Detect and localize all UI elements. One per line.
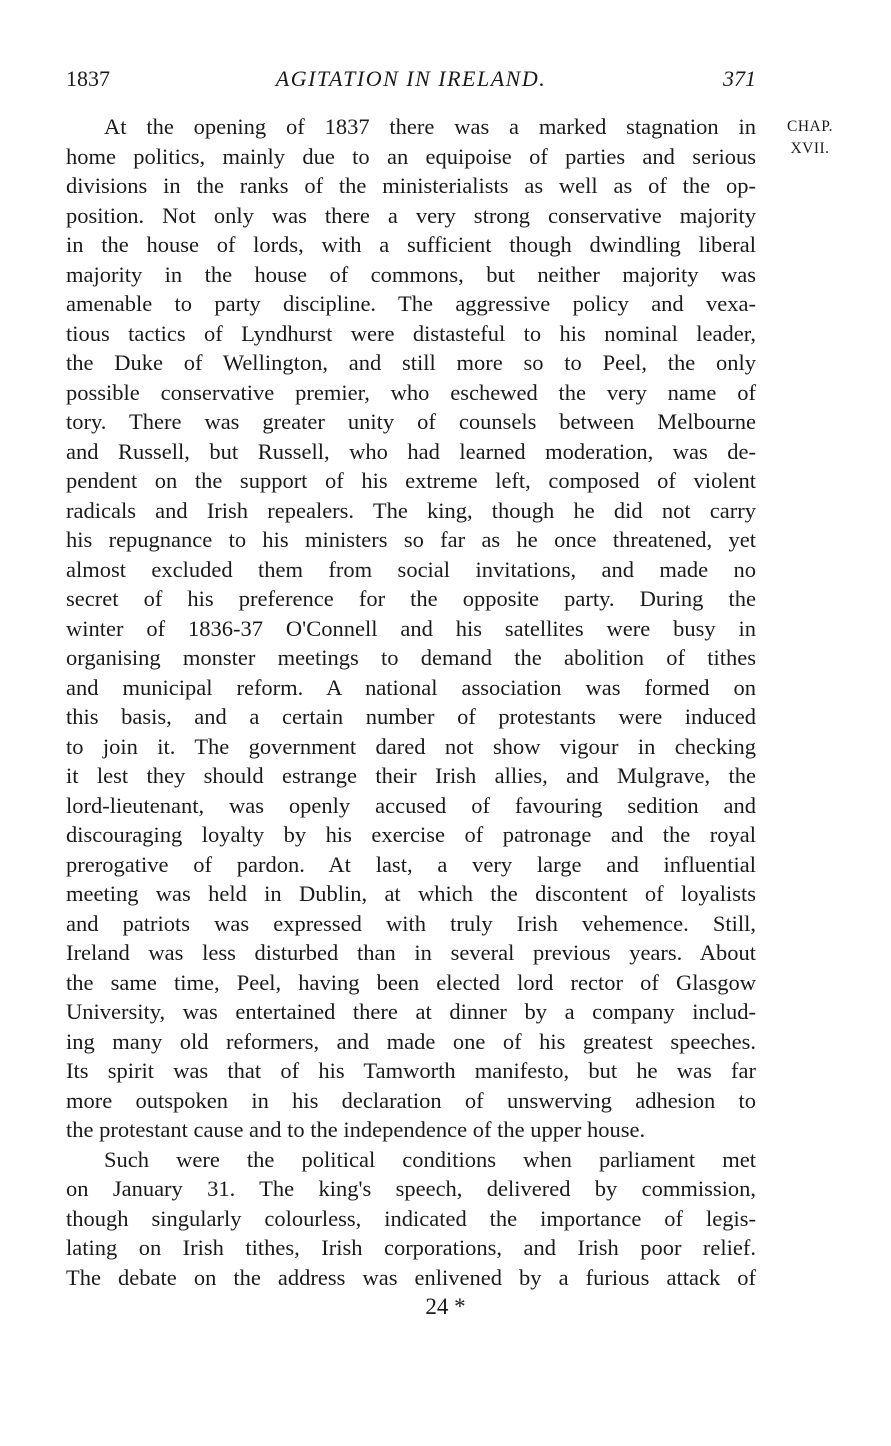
- chapter-label: CHAP.: [786, 118, 833, 135]
- text-line: possible conservative premier, who eschewed the very name of: [66, 379, 756, 405]
- text-line: position. Not only was there a very strong conservative majority: [66, 202, 756, 228]
- text-line: discouraging loyalty by his exercise of patronage and the royal: [66, 822, 756, 847]
- text-line: majority in the house of commons, but neither majority was: [66, 261, 756, 287]
- text-line: to join it. The government dared not show vigour in checking: [66, 733, 756, 759]
- text-line: on January 31. The king's speech, delivered by commission,: [66, 1176, 756, 1201]
- text-line: in the house of lords, with a sufficient though dwindling liberal: [66, 232, 756, 257]
- text-line: tious tactics of Lyndhurst were distasteful to his nominal leader,: [66, 320, 756, 346]
- text-line: the same time, Peel, having been elected lord rector of Glasgow: [66, 969, 756, 995]
- text-line: Such were the political conditions when parliament met: [104, 1146, 756, 1172]
- text-line: and municipal reform. A national association was formed on: [66, 674, 756, 700]
- text-line: meeting was held in Dublin, at which the discontent of loyalists: [66, 881, 756, 906]
- text-line: though singularly colourless, indicated the importance of legis-: [66, 1205, 756, 1231]
- text-line: Ireland was less disturbed than in several previous years. About: [66, 940, 756, 965]
- body-text: [66, 112, 756, 1292]
- text-line: winter of 1836-37 O'Connell and his satellites were busy in: [66, 615, 756, 641]
- header-title: AGITATION IN IRELAND.: [275, 66, 547, 91]
- signature-mark: 24 *: [425, 1294, 466, 1319]
- text-line: At the opening of 1837 there was a marked stagnation in: [104, 114, 756, 139]
- text-line: prerogative of pardon. At last, a very large and influential: [66, 851, 756, 877]
- text-line: Its spirit was that of his Tamworth manifesto, but he was far: [66, 1058, 756, 1083]
- text-line: University, was entertained there at dinner by a company includ-: [66, 999, 756, 1024]
- text-line: lord-lieutenant, was openly accused of favouring sedition and: [66, 792, 756, 818]
- chapter-margin-note: [770, 116, 850, 160]
- text-line: almost excluded them from social invitations, and made no: [66, 556, 756, 582]
- chapter-number: XVII.: [790, 140, 830, 157]
- text-line: and patriots was expressed with truly Irish vehemence. Still,: [66, 910, 756, 936]
- text-line: The debate on the address was enlivened by a furious attack of: [66, 1264, 756, 1290]
- running-head: [66, 64, 756, 94]
- text-line: secret of his preference for the opposite party. During the: [66, 586, 756, 611]
- text-line: home politics, mainly due to an equipoise of parties and serious: [66, 143, 756, 169]
- text-line: organising monster meetings to demand the abolition of tithes: [66, 645, 756, 670]
- text-line: lating on Irish tithes, Irish corporations, and Irish poor relief.: [66, 1235, 756, 1260]
- text-line: tory. There was greater unity of counsels between Melbourne: [66, 409, 756, 434]
- text-line: radicals and Irish repealers. The king, though he did not carry: [66, 497, 756, 523]
- text-line: the Duke of Wellington, and still more so to Peel, the only: [66, 350, 756, 375]
- page-number: 371: [723, 66, 756, 91]
- text-line: this basis, and a certain number of protestants were induced: [66, 704, 756, 729]
- text-line: it lest they should estrange their Irish allies, and Mulgrave, the: [66, 763, 756, 788]
- text-line: the protestant cause and to the independence of the upper house.: [66, 1117, 646, 1142]
- text-line: his repugnance to his ministers so far as he once threatened, yet: [66, 527, 756, 552]
- text-line: pendent on the support of his extreme left, composed of violent: [66, 468, 756, 493]
- text-line: divisions in the ranks of the ministerialists as well as of the op-: [66, 173, 756, 198]
- text-line: more outspoken in his declaration of unswerving adhesion to: [66, 1087, 756, 1113]
- text-line: ing many old reformers, and made one of his greatest speeches.: [66, 1028, 756, 1054]
- text-line: amenable to party discipline. The aggressive policy and vexa-: [66, 291, 756, 316]
- text-line: and Russell, but Russell, who had learned moderation, was de-: [66, 438, 756, 464]
- header-year: 1837: [66, 66, 110, 91]
